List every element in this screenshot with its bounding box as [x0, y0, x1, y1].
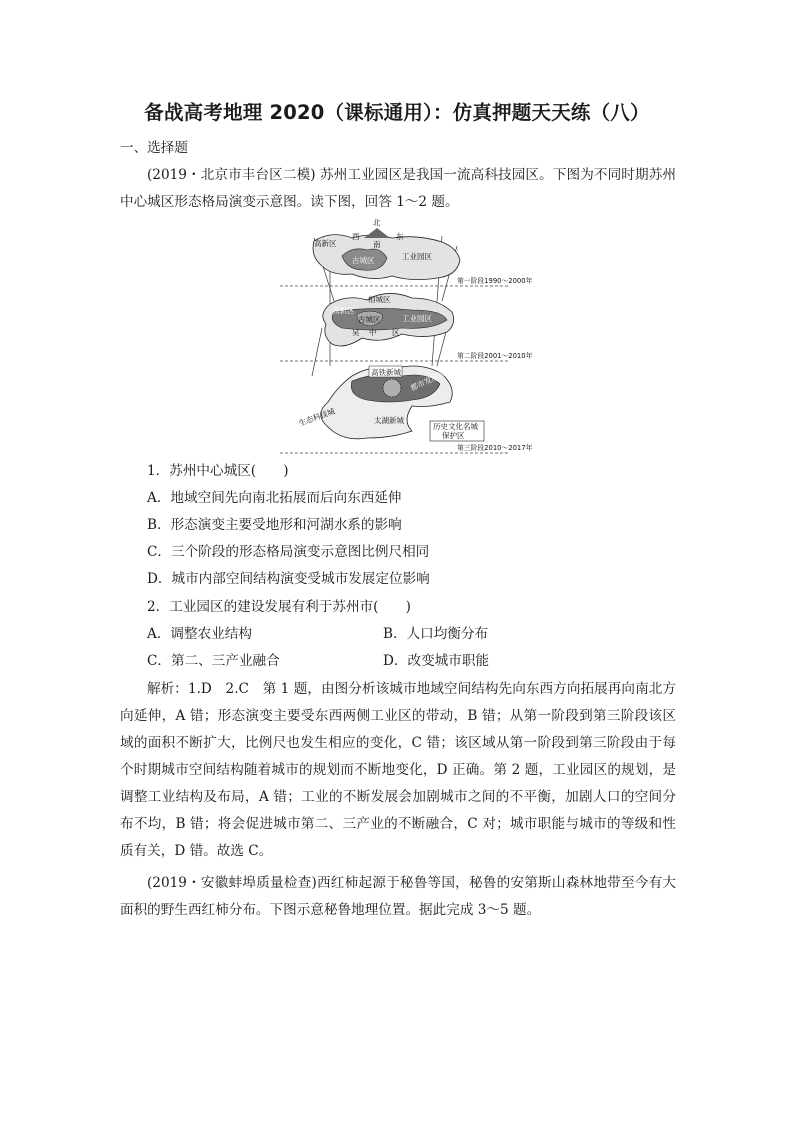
q1-option-a: A．地域空间先向南北拓展而后向东西延伸 — [147, 490, 402, 506]
q1-option-c: C．三个阶段的形态格局演变示意图比例尺相同 — [147, 544, 430, 560]
compass-west: 西 — [352, 232, 360, 241]
q1-stem: 1．苏州中心城区( ) — [147, 463, 289, 479]
stage1-gongye-label: 工业园区 — [402, 252, 432, 261]
q2-stem: 2．工业园区的建设发展有利于苏州市( ) — [147, 599, 411, 615]
stage2-gaoxin-label: 高新区 — [332, 306, 355, 315]
q2-option-b: B．人口均衡分布 — [383, 626, 489, 642]
stage2-gongye-label: 工业园区 — [402, 314, 432, 323]
stage-2-map — [323, 293, 533, 360]
stage2-zhong-label: 中 — [369, 328, 377, 337]
compass-east: 东 — [396, 232, 404, 241]
q2-option-c: C．第二、三产业融合 — [147, 653, 280, 669]
section-heading: 一、选择题 — [120, 140, 188, 156]
stage3-shengtai-label: 生态科技城 — [297, 406, 336, 428]
q1-option-d: D．城市内部空间结构演变受城市发展定位影响 — [147, 571, 430, 587]
stage2-xiangcheng-label: 相城区 — [368, 295, 391, 304]
stage3-gaotie-label: 高铁新城 — [371, 368, 401, 377]
stage2-gucheng-label: 古城区 — [358, 315, 381, 324]
stage3-lishi-label-2: 保护区 — [442, 431, 465, 440]
stage3-taihu-label: 太湖新城 — [374, 416, 404, 425]
stage1-period-label: 第一阶段1990～2000年 — [457, 277, 533, 285]
page-title: 备战高考地理 2020（课标通用）：仿真押题天天练（八） — [144, 101, 650, 124]
stage3-period-label: 第三阶段2010～2017年 — [457, 444, 533, 452]
stage-1-map — [313, 217, 533, 285]
stage2-qu-label: 区 — [392, 328, 400, 337]
stage2-period-label: 第二阶段2001～2010年 — [457, 352, 533, 360]
stage1-gucheng-label: 古城区 — [352, 256, 375, 265]
stage-3-map — [297, 366, 532, 452]
stage3-lishi-label-1: 历史文化名城 — [433, 422, 478, 431]
compass-triangle — [364, 228, 390, 238]
suzhou-evolution-figure — [252, 216, 552, 458]
intro-paragraph-2: (2019・安徽蚌埠质量检查)西红柿起源于秘鲁等国，秘鲁的安第斯山森林地带至今有大面积的野生西红柿分布。下图示意秘鲁地理位置。据此完成 3～5 题。 — [120, 875, 676, 918]
compass-north: 北 — [373, 218, 381, 227]
stage1-gaoxin-label: 高新区 — [314, 239, 337, 248]
stage2-wu-label: 吴 — [352, 328, 360, 337]
stage3-dushi-label: 都市发展带 — [409, 368, 447, 393]
intro-paragraph-1: (2019・北京市丰台区二模) 苏州工业园区是我国一流高科技园区。下图为不同时期苏州中心城区形态格局演变示意图。读下图，回答 1～2 题。 — [120, 167, 676, 210]
q1-option-b: B．形态演变主要受地形和河湖水系的影响 — [147, 517, 402, 533]
q2-option-a: A．调整农业结构 — [147, 626, 252, 642]
q2-option-d: D．改变城市职能 — [383, 653, 490, 669]
analysis-paragraph: 解析：1.D 2.C 第 1 题，由图分析该城市地域空间结构先向东西方向拓展再向南北方向延伸，A 错；形态演变主要受东西两侧工业区的带动，B 错；从第一阶段到第三阶段该区域的面积不断扩大，比例尺也发生相应的变化，C 错；该区域从第一阶段到第三阶段由于每个时期城市空间结构随着城市的规划而不断地变化，D 正确。第 2 题，工业园区的规划，是调整工业结构及布局，A 错；工业的不断发展会加剧城市之间的不平衡，加剧人口的空间分布不均，B 错；将会促进城市第二、三产业的不断融合，C 对；城市职能与城市的等级和性质有关，D 错。故选 C。 — [120, 681, 676, 859]
compass-south: 南 — [373, 240, 381, 249]
